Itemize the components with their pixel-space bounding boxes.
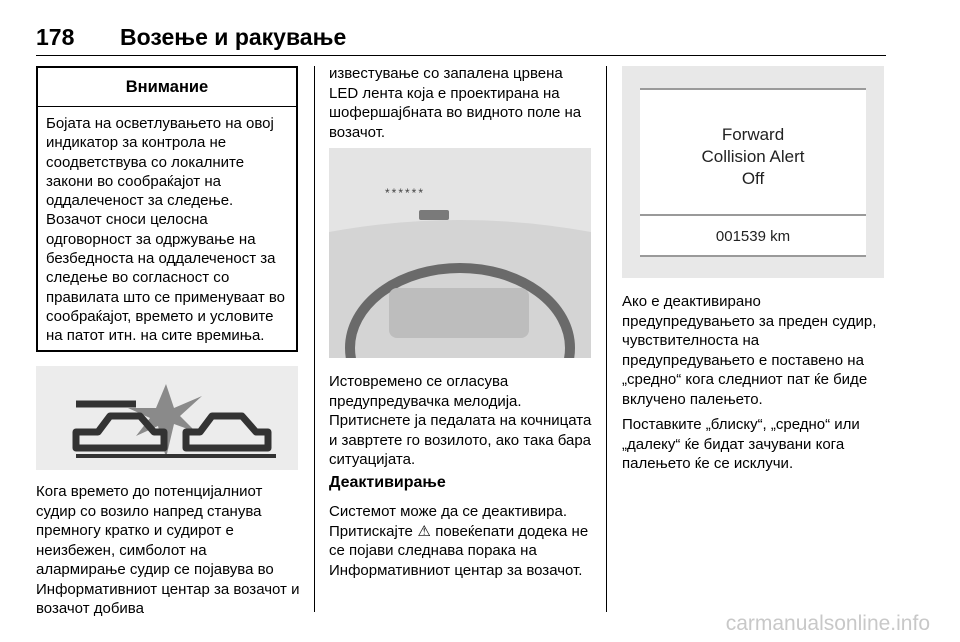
display-line-2: Collision Alert [701, 147, 805, 166]
hud-image [329, 148, 591, 358]
collision-alert-button-icon: ⚠ [417, 522, 431, 540]
col3-paragraph-2: Поставките „блиску“, „средно“ или „далеку“ ќе бидат зачувани кога палењето ќе се исклучи. [622, 416, 860, 472]
col2-paragraph-3 [329, 502, 595, 580]
col2-paragraph-3-start: Системот може да се деактивира. Притискајте [329, 503, 568, 540]
col2-paragraph-1: известување со запалена црвена LED лента која е проектирана на шофершајбната во видното поле на возачот. [329, 65, 582, 141]
column-divider-1 [314, 66, 315, 612]
column-divider-2 [606, 66, 607, 612]
warning-box [36, 66, 298, 352]
page-number: 178 [36, 24, 75, 50]
page-header [36, 24, 886, 54]
dashboard-illustration [329, 148, 591, 358]
col2-paragraph-3-end: повеќепати додека не се појави следнава порака на Информативниот центар за возачот. [329, 522, 589, 579]
collision-symbol-image [36, 366, 298, 470]
warning-text: Бојата на осветлувањето на овој индикатор за контрола не соодветствува со локалните закони во сообраќајот на оддалеченост за следење. Возачот сноси целосна одговорност за одржување на безбедноста на оддалеченост за следење во согласност со правилата што се применуваат во сообраќајот, времето и условите на патот итн. на сите времиња. [46, 115, 286, 345]
hud-led-marks: ****** [385, 186, 426, 200]
collision-symbol-icon [36, 366, 298, 470]
warning-title: Внимание [38, 68, 296, 107]
deactivation-heading: Деактивирање [329, 474, 446, 491]
driver-info-display-image [622, 66, 884, 278]
col1-paragraph: Кога времето до потенцијалниот судир со возило напред станува премногу кратко и судирот е неизбежен, симболот на алармирање судир се појавува во Информативниот центар за возачот и возачот добива [36, 483, 300, 617]
col3-paragraph-1: Ако е деактивирано предупредувањето за преден судир, чувствителноста на предупредувањето е поставено на „средно“ кога следниот пат ќе биде вклучено палењето. [622, 293, 877, 408]
watermark: carmanualsonline.info [725, 612, 930, 635]
col2-paragraph-2: Истовремено се огласува предупредувачка мелодија. Притиснете ја педалата на кочницата и завртете го возилото, ако така бара ситуацијата. [329, 373, 592, 468]
display-separator [640, 214, 866, 216]
header-rule [36, 55, 886, 56]
display-message [640, 124, 866, 190]
section-title: Возење и ракување [120, 24, 347, 50]
display-line-3: Off [741, 169, 765, 188]
col3-paragraphs [622, 292, 888, 480]
display-line-1: Forward [721, 125, 785, 144]
display-screen [640, 88, 866, 257]
odometer-reading: 001539 km [715, 228, 791, 245]
